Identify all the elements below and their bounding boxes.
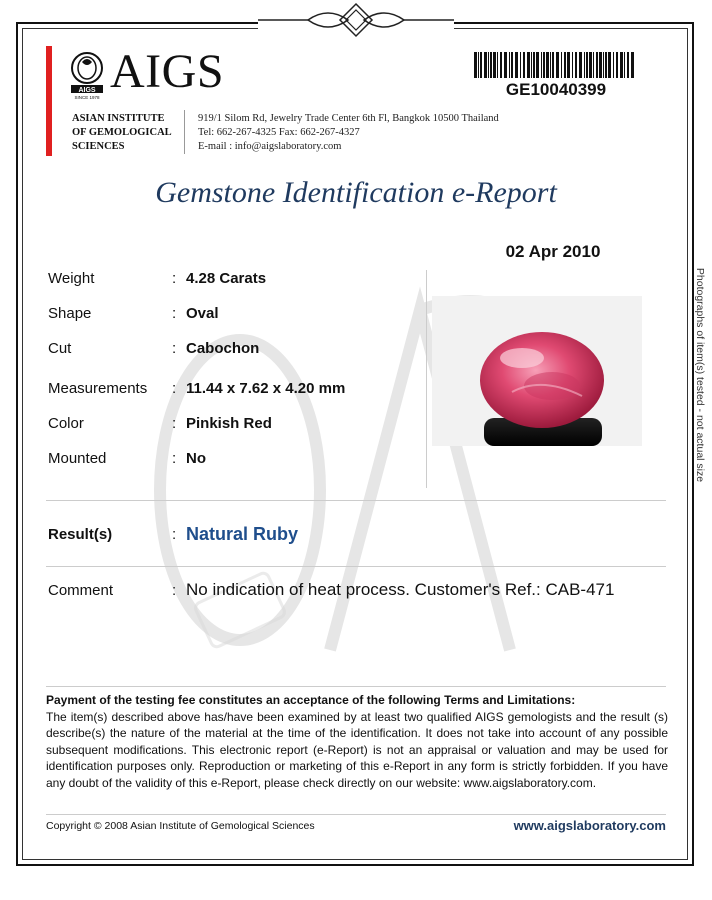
weight-colon: : xyxy=(172,270,177,287)
seal-text: AIGS xyxy=(78,87,96,94)
section-divider xyxy=(46,566,666,567)
color-value: Pinkish Red xyxy=(186,415,272,432)
report-date: 02 Apr 2010 xyxy=(505,242,601,261)
photo-caption: Photographs of item(s) tested - not actual size xyxy=(694,267,706,483)
comment-colon: : xyxy=(172,582,177,599)
brand-accent-bar xyxy=(46,46,52,156)
mounted-value: No xyxy=(186,450,206,467)
barcode-icon xyxy=(474,52,638,78)
terms-heading: Payment of the testing fee constitutes an acceptance of the following Terms and Limitations: xyxy=(46,693,576,707)
aigs-seal-icon xyxy=(70,52,104,100)
result-label: Result(s) xyxy=(48,526,113,543)
photo-divider xyxy=(426,270,427,488)
copyright-text: Copyright © 2008 Asian Institute of Gemological Sciences xyxy=(46,820,315,832)
institute-line: SCIENCES xyxy=(72,141,125,152)
institute-address xyxy=(198,112,499,154)
measurements-value: 11.44 x 7.62 x 4.20 mm xyxy=(186,380,346,397)
cut-colon: : xyxy=(172,340,177,357)
institute-name xyxy=(72,112,172,154)
comment-label: Comment xyxy=(48,582,114,599)
shape-value: Oval xyxy=(186,305,219,322)
ornament-icon xyxy=(258,0,454,40)
address-line: 919/1 Silom Rd, Jewelry Trade Center 6th Fl, Bangkok 10500 Thailand xyxy=(198,113,499,124)
section-divider xyxy=(46,686,666,687)
result-colon: : xyxy=(172,526,177,543)
weight-label: Weight xyxy=(48,270,95,287)
aigs-logo-text: AIGS xyxy=(110,45,225,98)
report-number: GE10040399 xyxy=(505,80,607,99)
mounted-label: Mounted xyxy=(48,450,107,467)
color-colon: : xyxy=(172,415,177,432)
cut-label: Cut xyxy=(48,340,72,357)
footer-divider xyxy=(46,814,666,815)
address-line[interactable]: E-mail : info@aigslaboratory.com xyxy=(198,141,342,152)
terms-and-limitations xyxy=(46,692,668,792)
section-divider xyxy=(46,500,666,501)
report-title: Gemstone Identification e-Report xyxy=(155,176,557,209)
color-label: Color xyxy=(48,415,84,432)
shape-label: Shape xyxy=(48,305,92,322)
address-line: Tel: 662-267-4325 Fax: 662-267-4327 xyxy=(198,127,360,138)
institute-line: ASIAN INSTITUTE xyxy=(72,113,165,124)
weight-value: 4.28 Carats xyxy=(186,270,267,287)
shape-colon: : xyxy=(172,305,177,322)
result-value: Natural Ruby xyxy=(186,524,299,544)
mounted-colon: : xyxy=(172,450,177,467)
gemstone-photo xyxy=(432,296,642,446)
header-divider xyxy=(184,110,185,154)
cut-value: Cabochon xyxy=(186,340,260,357)
terms-body: The item(s) described above has/have been examined by at least two qualified AIGS gemologists and the result (s) describe(s) the nature of the material at the time of the identification. It does not take into account of any possible subsequent modifications. This electronic report (e-Report) is not an appraisal or valuation and may be used for identification purposes only. Reproduction or marketing of this e-Report in any form is strictly forbidden. If you have any doubt of the validity of this e-Report, please check directly on our website: www.aigslaboratory.com. xyxy=(46,709,668,790)
institute-line: OF GEMOLOGICAL xyxy=(72,127,172,138)
seal-since: SINCE 1978 xyxy=(74,95,100,100)
measurements-colon: : xyxy=(172,380,177,397)
comment-value: No indication of heat process. Customer's Ref.: CAB-471 xyxy=(186,580,615,599)
website-link[interactable]: www.aigslaboratory.com xyxy=(513,818,666,833)
measurements-label: Measurements xyxy=(48,380,148,397)
